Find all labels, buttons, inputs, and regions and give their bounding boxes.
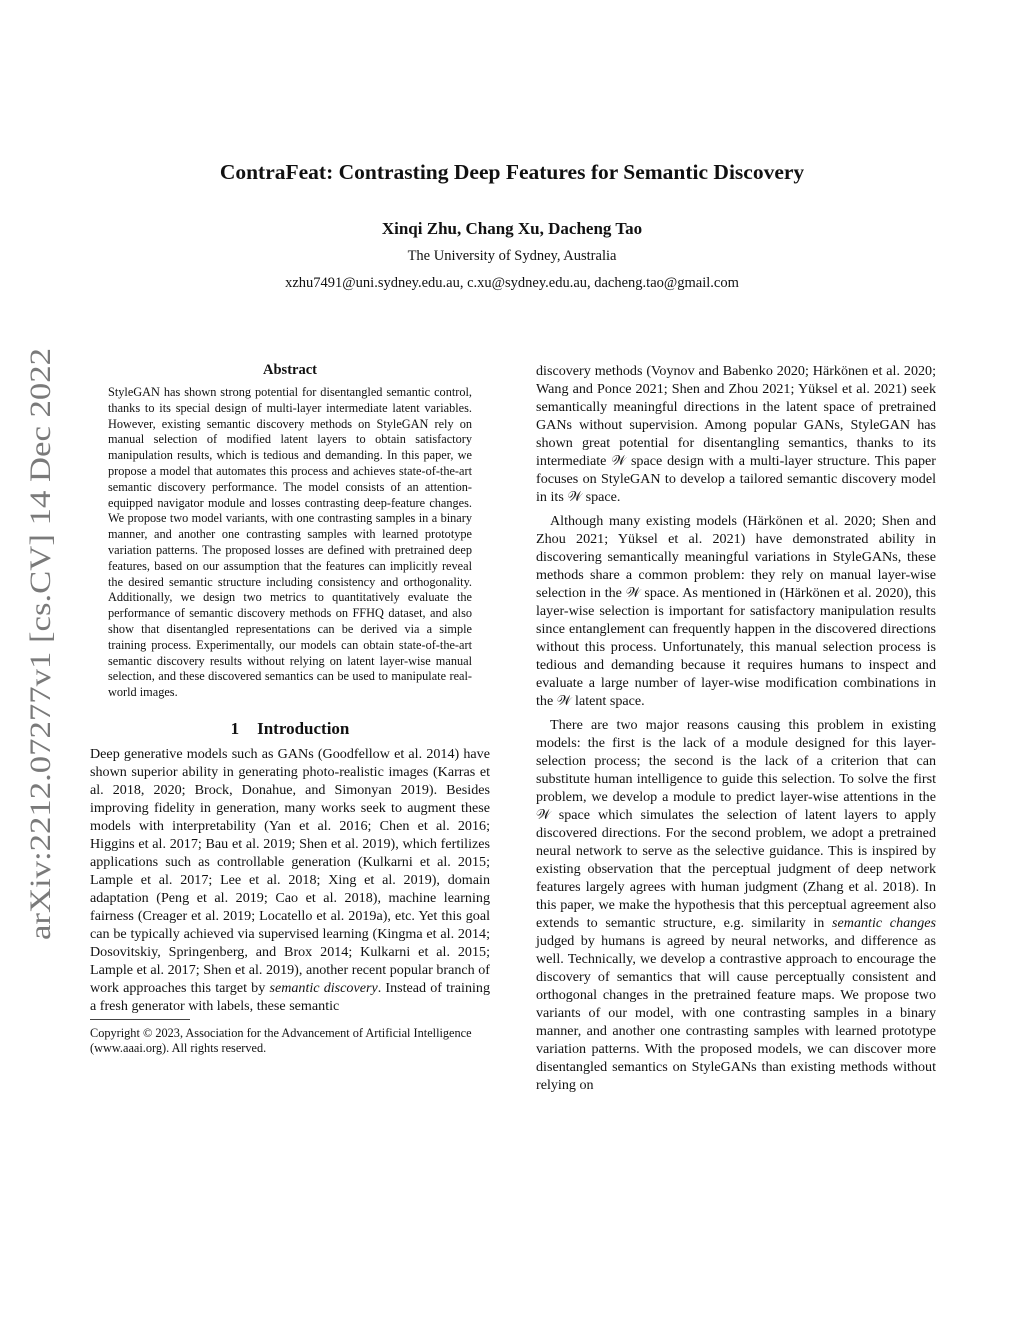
intro-paragraph-3 (536, 716, 936, 1094)
intro-p3-text-a: There are two major reasons causing this problem in existing models: the first is the lack of a module designed for this layer-selection process; the second is the lack of a criterion that can substitute human intelligence to guide this selection. To solve the first problem, we develop a module to predict layer-wise attentions in the 𝒲 space which simulates the selection of latent layers to apply discovered directions. For the second problem, we adopt a pretrained neural network to serve as the selective guidance. This is inspired by existing observation that the perceptual judgment of deep network features largely agrees with human judgment (Zhang et al. 2018). In this paper, we make the hypothesis that this perceptual agreement also extends to semantic structure, e.g. similarity in (536, 717, 936, 931)
affiliation: The University of Sydney, Australia (407, 248, 617, 264)
intro-p1-text-b: . Instead of training a fresh generator with labels, these semantic (90, 979, 490, 1014)
copyright-footnote: Copyright © 2023, Association for the Advancement of Artificial Intelligence (www.aaai.org). All rights reserved. (90, 1025, 472, 1056)
arxiv-stamp-text: arXiv:2212.07277v1 [cs.CV] 14 Dec 2022 (24, 428, 57, 940)
intro-p1-emphasis: semantic discovery (269, 979, 378, 996)
arxiv-stamp (12, 340, 62, 940)
section-heading-introduction (90, 719, 490, 739)
paper-header (0, 150, 1024, 293)
section-number: 1 (230, 718, 240, 738)
intro-p3-text-b: judged by humans is agreed by neural networks, and difference as well. Technically, we develop a contrastive approach to encourage the discovery of semantics that will cause perceptually consistent and orthogonal changes in the pretrained feature maps. We propose two variants of our model, with one contrasting samples in a binary manner, and another one contrasting samples with learned prototype variation patterns. With the proposed models, we can discover more disentangled semantics on StyleGANs than existing methods without relying on (536, 933, 936, 1093)
abstract-text: StyleGAN has shown strong potential for disentangled semantic control, thanks to its special design of multi-layer intermediate latent variables. However, existing semantic discovery methods on StyleGAN rely on manual selection of modified latent layers to obtain satisfactory manipulation results, which is tedious and demanding. In this paper, we propose a model that automates this process and achieves state-of-the-art semantic discovery performance. The model consists of an attention-equipped navigator module and losses contrasting deep-feature changes. We propose two model variants, with one contrasting samples in a binary manner, and another one contrasting samples with learned prototype variation patterns. The proposed losses are defined with pretrained deep features, based on our assumption that the features can implicitly reveal the desired semantic structure including consistency and orthogonality. Additionally, we design two metrics to quantitatively evaluate the performance of semantic discovery methods on FFHQ dataset, and also show that disentangled representations can be derived via a simple training process. Experimentally, our models can obtain state-of-the-art semantic discovery results without relying on latent layer-wise manual selection, and these discovered semantics can be used to manipulate real-world images. (108, 385, 472, 700)
left-column (90, 362, 490, 1057)
intro-paragraph-2: Although many existing models (Härkönen et al. 2020; Shen and Zhou 2021; Yüksel et al. 2021) have demonstrated ability in discovering semantically meaningful variations in StyleGANs, these methods share a common problem: they rely on manual layer-wise selection in the 𝒲 space. As mentioned in (Härkönen et al. 2020), this layer-wise selection is important for satisfactory manipulation results since entanglement can frequently happen in the discovered directions without this process. Unfortunately, this manual selection process is tedious and demanding because it requires humans to inspect and evaluate a large number of layer-wise modification combinations in the 𝒲 latent space. (536, 513, 936, 709)
author-emails: xzhu7491@uni.sydney.edu.au, c.xu@sydney.edu.au, dacheng.tao@gmail.com (285, 275, 739, 291)
intro-p3-emphasis: semantic changes (832, 915, 936, 931)
author-list: Xinqi Zhu, Chang Xu, Dacheng Tao (381, 219, 643, 238)
intro-paragraph-1 (90, 745, 490, 1015)
paper-title: ContraFeat: Contrasting Deep Features for Semantic Discovery (219, 160, 805, 184)
intro-paragraph-1-continued: discovery methods (Voynov and Babenko 2020; Härkönen et al. 2020; Wang and Ponce 2021; Shen and Zhou 2021; Yüksel et al. 2021) seek semantically meaningful directions in the latent space of pretrained GANs without supervision. Among popular GANs, StyleGAN has shown great potential for disentangling semantics, thanks to its intermediate 𝒲 space design with a multi-layer structure. This paper focuses on StyleGAN to develop a tailored semantic discovery model in its 𝒲 space. (536, 363, 936, 505)
abstract-heading: Abstract (263, 362, 317, 378)
footnote-divider (90, 1019, 190, 1020)
abstract-body (108, 385, 472, 701)
right-column (536, 362, 936, 1094)
intro-p1-text-a: Deep generative models such as GANs (Goodfellow et al. 2014) have shown superior ability in generating photo-realistic images (Karras et al. 2018, 2020; Brock, Donahue, and Simonyan 2019). Besides improving fidelity in generation, many works seek to augment these models with interpretability (Yan et al. 2016; Chen et al. 2016; Higgins et al. 2017; Bau et al. 2019; Shen et al. 2019), which fertilizes applications such as controllable generation (Kulkarni et al. 2015; Lample et al. 2017; Lee et al. 2018; Xing et al. 2019), domain adaptation (Peng et al. 2019; Cao et al. 2018), machine learning fairness (Creager et al. 2019; Locatello et al. 2019a), etc. Yet this goal can be typically achieved via supervised learning (Kingma et al. 2014; Dosovitskiy, Springenberg, and Brox 2014; Kulkarni et al. 2015; Lample et al. 2017; Shen et al. 2019), another recent popular branch of work approaches this target by (90, 745, 490, 996)
section-title: Introduction (257, 718, 350, 738)
